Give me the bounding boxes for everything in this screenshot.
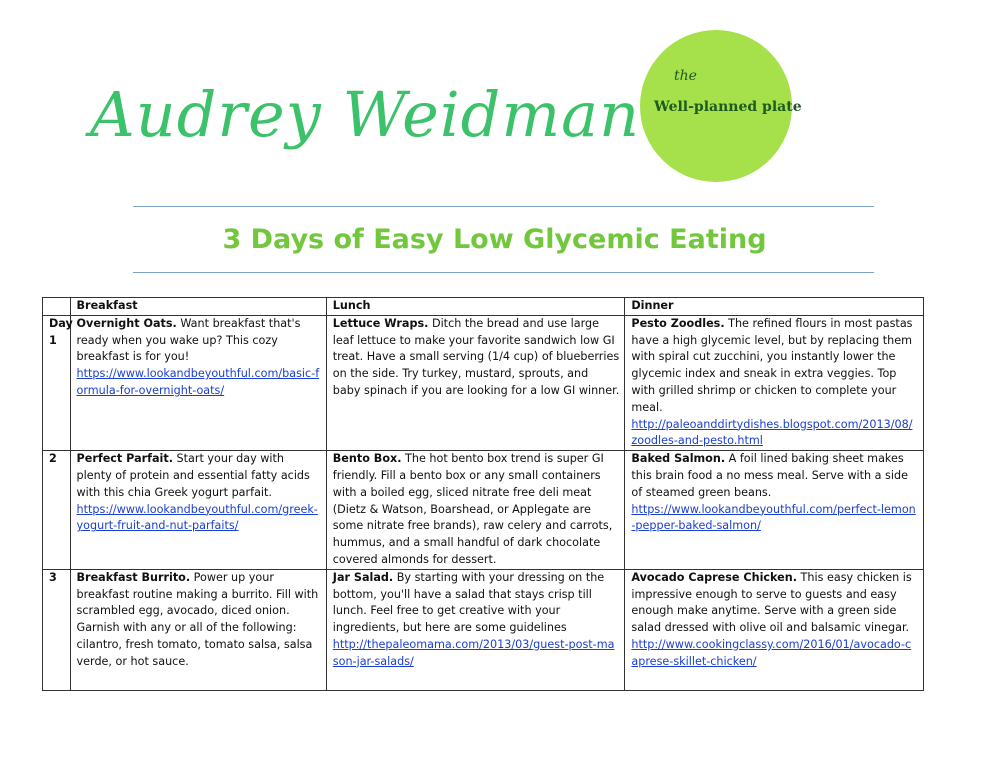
lunch-cell [326, 451, 625, 570]
meal-description: Ditch the bread and use large leaf lettuce to make your favorite sandwich low GI treat. Have a small serving (1/4 cup) of blueberries on the side. Try turkey, mustard, sprouts, and baby spinach if you are looking for a low GI winner. [332, 316, 620, 397]
table-row [43, 451, 924, 570]
table-header-row [43, 298, 924, 316]
lunch-cell [326, 569, 625, 690]
meal-description: The refined flours in most pastas have a high glycemic level, but by replacing them with spiral cut zucchini, you instantly lower the glycemic index and sneak in extra veggies. Top with grilled shrimp or chicken to complete your meal. [631, 316, 913, 414]
logo-badge [640, 30, 802, 182]
recipe-link[interactable]: https://www.lookandbeyouthful.com/greek-yogurt-fruit-and-nut-parfaits/ [76, 502, 318, 533]
logo-the: the [674, 68, 697, 84]
top-divider [133, 206, 874, 207]
header-cell-breakfast: Breakfast [70, 298, 326, 316]
meal-plan-table [42, 297, 924, 691]
meal-description: The hot bento box trend is super GI friendly. Fill a bento box or any small containers with a boiled egg, sliced nitrate free deli meat (Dietz & Watson, Boarshead, or Applegate are some nitrate free brands), raw celery and carrots, hummus, and a small handful of dark chocolate covered almonds for dessert. [332, 452, 613, 566]
day-label: 2 [49, 452, 57, 466]
dinner-cell [625, 569, 924, 690]
day-label: 3 [49, 570, 57, 584]
breakfast-cell [70, 569, 326, 690]
day-cell [43, 315, 71, 450]
header-cell-lunch: Lunch [326, 298, 625, 316]
day-cell [43, 451, 71, 570]
meal-name: Pesto Zoodles. [631, 316, 725, 330]
day-label: Day 1 [49, 316, 73, 347]
recipe-link[interactable]: http://www.cookingclassy.com/2016/01/avocado-caprese-skillet-chicken/ [631, 637, 912, 668]
recipe-link[interactable]: http://paleoanddirtydishes.blogspot.com/2013/08/zoodles-and-pesto.html [631, 417, 913, 448]
breakfast-cell [70, 451, 326, 570]
page-title: 3 Days of Easy Low Glycemic Eating [222, 224, 767, 255]
breakfast-cell [70, 315, 326, 450]
meal-description: Start your day with plenty of protein and essential fatty acids with this chia Greek yogurt parfait. [76, 452, 310, 499]
dinner-cell [625, 315, 924, 450]
meal-name: Jar Salad. [332, 570, 394, 584]
meal-description: Power up your breakfast routine making a burrito. Fill with scrambled egg, avocado, diced onion. Garnish with any or all of the following: cilantro, fresh tomato, tomato salsa, salsa verde, or hot sauce. [76, 570, 319, 668]
bottom-divider [133, 272, 874, 273]
recipe-link[interactable]: http://thepaleomama.com/2013/03/guest-post-mason-jar-salads/ [332, 637, 615, 668]
meal-description: A foil lined baking sheet makes this brain food a no mess meal. Serve with a side of steamed green beans. [631, 452, 908, 499]
meal-description: This easy chicken is impressive enough to serve to guests and easy enough make anytime. Serve with a green side salad dressed with olive oil and balsamic vinegar. [631, 570, 912, 635]
meal-name: Bento Box. [332, 452, 402, 466]
meal-name: Perfect Parfait. [76, 452, 173, 466]
header-cell-day [43, 298, 71, 316]
table-row [43, 315, 924, 450]
meal-name: Avocado Caprese Chicken. [631, 570, 797, 584]
logo-text: Well-planned plate [654, 99, 802, 115]
meal-name: Lettuce Wraps. [332, 316, 429, 330]
brand-name: Audrey Weidman [90, 78, 641, 151]
recipe-link[interactable]: https://www.lookandbeyouthful.com/perfect-lemon-pepper-baked-salmon/ [631, 502, 916, 533]
table-row [43, 569, 924, 690]
lunch-cell [326, 315, 625, 450]
recipe-link[interactable]: https://www.lookandbeyouthful.com/basic-formula-for-overnight-oats/ [76, 367, 320, 397]
header-cell-dinner: Dinner [625, 298, 924, 316]
dinner-cell [625, 451, 924, 570]
meal-description: By starting with your dressing on the bottom, you'll have a salad that stays crisp till lunch. Feel free to get creative with your ingredients, but here are some guidelines [332, 570, 605, 635]
meal-description: Want breakfast that's ready when you wake up? This cozy breakfast is for you! [76, 316, 301, 364]
meal-name: Baked Salmon. [631, 452, 726, 466]
meal-name: Overnight Oats. [76, 316, 177, 330]
meal-name: Breakfast Burrito. [76, 570, 191, 584]
day-cell [43, 569, 71, 690]
